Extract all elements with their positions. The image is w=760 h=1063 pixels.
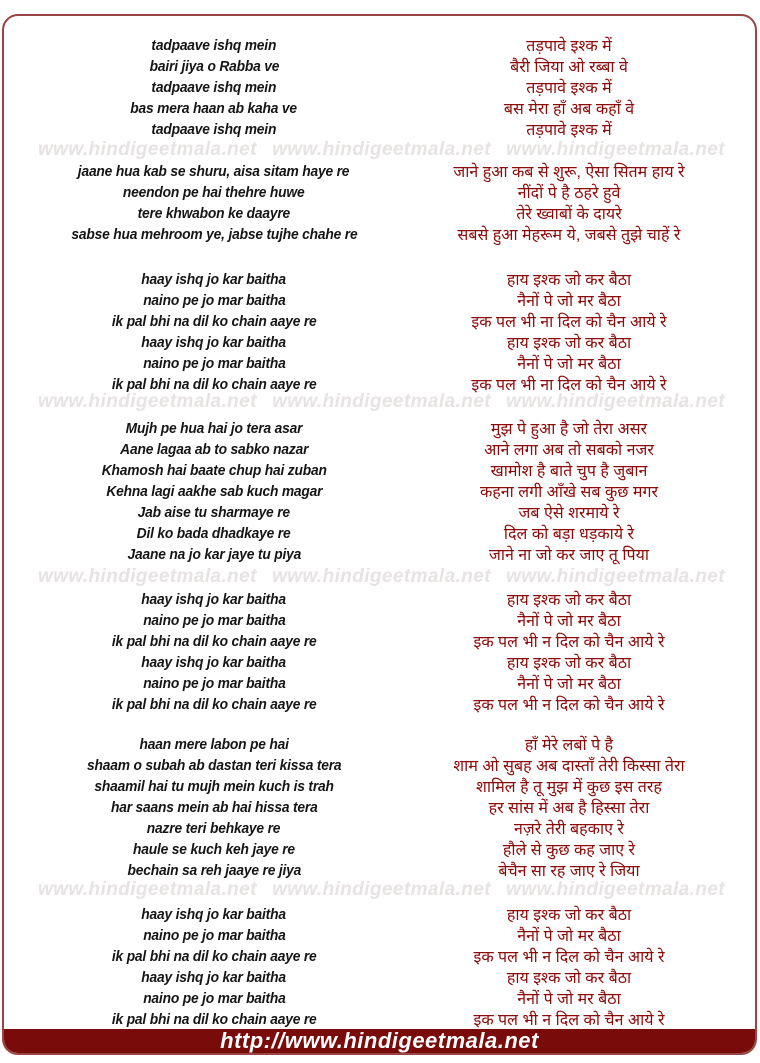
lyric-line-row xyxy=(4,796,755,817)
watermark-text: www.hindigeetmala.net xyxy=(272,878,491,900)
watermark-text: www.hindigeetmala.net xyxy=(38,878,257,900)
lyric-line-hindi: इक पल भी ना दिल को चैन आये रे xyxy=(471,314,667,331)
lyric-line-row xyxy=(4,181,755,202)
lyric-line-roman xyxy=(4,862,424,879)
lyric-line-hindi: जब ऐसे शरमाये रे xyxy=(518,505,620,522)
watermark-row xyxy=(4,139,755,160)
lyric-line-roman-text: bairi jiya o Rabba ve xyxy=(149,57,279,75)
lyric-line-roman xyxy=(4,226,424,243)
lyric-line-row xyxy=(4,651,755,672)
lyric-line-row xyxy=(4,55,755,76)
lyric-line-row xyxy=(4,924,755,945)
lyric-line-roman xyxy=(4,163,424,180)
lyric-line-hindi: दिल को बड़ा धड़काये रे xyxy=(503,526,635,543)
lyric-line-row xyxy=(4,202,755,223)
lyric-line-row xyxy=(4,588,755,609)
lyric-line-hindi: हर सांस में अब है हिस्सा तेरा xyxy=(488,800,650,817)
lyric-line-roman-text: neendon pe hai thehre huwe xyxy=(123,183,305,201)
lyric-line-hindi: तड़पावे इश्क में xyxy=(526,80,612,97)
lyric-line-roman xyxy=(4,58,424,75)
lyric-line-roman-text: haan mere labon pe hai xyxy=(139,735,289,753)
lyric-line-roman-text: shaamil hai tu mujh mein kuch is trah xyxy=(94,777,334,795)
lyric-line-roman-text: haay ishq jo kar baitha xyxy=(141,270,287,288)
lyric-line-roman-text: naino pe jo mar baitha xyxy=(142,291,286,309)
watermark-row xyxy=(4,879,755,900)
lyric-line-row xyxy=(4,775,755,796)
lyric-line-roman-text: Dil ko bada dhadkaye re xyxy=(137,524,291,542)
footer-url[interactable]: http://www.hindigeetmala.net xyxy=(220,1028,539,1053)
watermark-text: www.hindigeetmala.net xyxy=(272,138,491,160)
watermark-text: www.hindigeetmala.net xyxy=(506,878,725,900)
lyric-line-roman xyxy=(4,675,424,692)
lyric-line-row xyxy=(4,672,755,693)
lyric-line-row xyxy=(4,859,755,880)
footer-bar xyxy=(4,1029,755,1053)
lyric-line-roman xyxy=(4,990,424,1007)
lyric-line-row xyxy=(4,118,755,139)
lyric-line-roman xyxy=(4,1011,424,1028)
stanza-1 xyxy=(4,34,755,139)
lyric-line-roman-text: ik pal bhi na dil ko chain aaye re xyxy=(111,695,317,713)
lyric-line-roman-text: Kehna lagi aakhe sab kuch magar xyxy=(106,482,322,500)
stanza-5 xyxy=(4,588,755,714)
lyric-line-row xyxy=(4,630,755,651)
lyric-line-row xyxy=(4,754,755,775)
lyric-line-roman-text: haay ishq jo kar baitha xyxy=(141,653,287,671)
lyric-line-hindi: हाय इश्क जो कर बैठा xyxy=(506,272,632,289)
lyric-line-roman-text: nazre teri behkaye re xyxy=(147,819,281,837)
lyric-line-row xyxy=(4,459,755,480)
lyric-line-hindi: जाने ना जो कर जाए तू पिया xyxy=(488,547,650,564)
lyric-line-roman xyxy=(4,79,424,96)
lyric-line-hindi: नैनों पे जो मर बैठा xyxy=(517,293,621,310)
watermark-text: www.hindigeetmala.net xyxy=(272,565,491,587)
lyric-line-roman xyxy=(4,633,424,650)
lyric-line-roman xyxy=(4,906,424,923)
lyric-line-roman-text: Jaane na jo kar jaye tu piya xyxy=(127,545,301,563)
lyric-line-row xyxy=(4,160,755,181)
lyric-line-row xyxy=(4,501,755,522)
lyric-line-row xyxy=(4,268,755,289)
lyric-line-roman-text: tadpaave ishq mein xyxy=(151,78,277,96)
watermark-text: www.hindigeetmala.net xyxy=(506,390,725,412)
lyric-line-row xyxy=(4,331,755,352)
lyric-line-hindi: नैनों पे जो मर बैठा xyxy=(517,356,621,373)
lyric-line-hindi: नींदों पे है ठहरे हुवे xyxy=(517,185,621,202)
lyric-line-row xyxy=(4,417,755,438)
lyric-line-row xyxy=(4,987,755,1008)
lyric-line-hindi: शामिल है तू मुझ में कुछ इस तरह xyxy=(476,779,662,796)
lyric-line-hindi: हाय इश्क जो कर बैठा xyxy=(506,655,632,672)
lyric-line-roman-text: tere khwabon ke daayre xyxy=(137,204,291,222)
lyric-line-roman-text: haay ishq jo kar baitha xyxy=(141,968,287,986)
lyric-line-roman xyxy=(4,696,424,713)
lyric-line-hindi: हाय इश्क जो कर बैठा xyxy=(506,335,632,352)
lyric-line-roman-text: bechain sa reh jaaye re jiya xyxy=(127,861,301,879)
lyric-line-roman xyxy=(4,820,424,837)
lyric-line-hindi: शाम ओ सुबह अब दास्ताँ तेरी किस्सा तेरा xyxy=(453,758,685,775)
lyric-line-hindi: तड़पावे इश्क में xyxy=(526,122,612,139)
lyric-line-hindi: आने लगा अब तो सबको नजर xyxy=(484,442,654,459)
lyric-line-hindi: नैनों पे जो मर बैठा xyxy=(517,676,621,693)
lyric-line-hindi: बस मेरा हाँ अब कहाँ वे xyxy=(503,101,635,118)
lyric-line-roman xyxy=(4,441,424,458)
lyric-line-row xyxy=(4,903,755,924)
lyric-line-roman-text: ik pal bhi na dil ko chain aaye re xyxy=(111,632,317,650)
lyric-line-row xyxy=(4,480,755,501)
lyric-line-hindi: नैनों पे जो मर बैठा xyxy=(517,928,621,945)
lyric-line-row xyxy=(4,438,755,459)
watermark-row xyxy=(4,391,755,412)
stanza-4 xyxy=(4,417,755,564)
lyric-line-roman-text: naino pe jo mar baitha xyxy=(142,674,286,692)
lyric-line-roman xyxy=(4,546,424,563)
watermark-text: www.hindigeetmala.net xyxy=(38,390,257,412)
lyric-line-roman xyxy=(4,757,424,774)
watermark-text: www.hindigeetmala.net xyxy=(38,565,257,587)
lyric-line-roman-text: ik pal bhi na dil ko chain aaye re xyxy=(111,375,317,393)
lyric-line-roman xyxy=(4,778,424,795)
lyric-line-roman xyxy=(4,591,424,608)
lyric-line-hindi: इक पल भी न दिल को चैन आये रे xyxy=(473,634,665,651)
lyric-line-roman-text: sabse hua mehroom ye, jabse tujhe chahe re xyxy=(70,225,358,243)
lyric-line-row xyxy=(4,733,755,754)
watermark-text: www.hindigeetmala.net xyxy=(506,138,725,160)
lyric-line-row xyxy=(4,34,755,55)
lyric-line-roman-text: haay ishq jo kar baitha xyxy=(141,590,287,608)
lyric-line-hindi: तेरे ख्वाबों के दायरे xyxy=(516,206,622,223)
lyric-line-roman xyxy=(4,313,424,330)
lyric-line-hindi: तड़पावे इश्क में xyxy=(526,38,612,55)
lyric-line-row xyxy=(4,1008,755,1029)
lyric-line-hindi: सबसे हुआ मेहरूम ये, जबसे तुझे चाहें रे xyxy=(457,227,681,244)
lyric-line-roman xyxy=(4,292,424,309)
lyric-line-roman xyxy=(4,355,424,372)
stanza-7 xyxy=(4,903,755,1029)
lyric-line-roman-text: naino pe jo mar baitha xyxy=(142,354,286,372)
lyric-line-roman xyxy=(4,271,424,288)
lyric-line-roman-text: naino pe jo mar baitha xyxy=(142,989,286,1007)
lyric-line-hindi: हाय इश्क जो कर बैठा xyxy=(506,970,632,987)
lyric-line-roman-text: jaane hua kab se shuru, aisa sitam haye re xyxy=(78,162,350,180)
lyric-line-roman xyxy=(4,37,424,54)
lyric-line-roman xyxy=(4,525,424,542)
stanza-2 xyxy=(4,160,755,244)
lyric-line-roman-text: haay ishq jo kar baitha xyxy=(141,333,287,351)
lyric-line-roman-text: ik pal bhi na dil ko chain aaye re xyxy=(111,947,317,965)
lyric-line-row xyxy=(4,838,755,859)
lyric-line-roman xyxy=(4,184,424,201)
lyric-line-roman xyxy=(4,420,424,437)
lyric-line-row xyxy=(4,609,755,630)
lyric-line-roman-text: bas mera haan ab kaha ve xyxy=(130,99,298,117)
watermark-text: www.hindigeetmala.net xyxy=(272,390,491,412)
lyric-line-roman-text: tadpaave ishq mein xyxy=(151,36,277,54)
lyric-line-roman-text: shaam o subah ab dastan teri kissa tera xyxy=(86,756,342,774)
lyric-line-roman xyxy=(4,736,424,753)
lyric-line-roman xyxy=(4,334,424,351)
lyric-line-roman-text: Khamosh hai baate chup hai zuban xyxy=(101,461,327,479)
lyric-line-hindi: जाने हुआ कब से शुरू, ऐसा सितम हाय रे xyxy=(453,164,685,181)
watermark-row xyxy=(4,566,755,587)
lyric-line-roman xyxy=(4,969,424,986)
lyric-line-hindi: इक पल भी न दिल को चैन आये रे xyxy=(473,697,665,714)
lyric-line-roman xyxy=(4,927,424,944)
lyric-line-roman xyxy=(4,612,424,629)
lyric-line-hindi: नज़रे तेरी बहकाए रे xyxy=(514,821,624,838)
lyric-line-row xyxy=(4,966,755,987)
lyric-line-roman-text: tadpaave ishq mein xyxy=(151,120,277,138)
lyric-line-row xyxy=(4,310,755,331)
watermark-text: www.hindigeetmala.net xyxy=(38,138,257,160)
lyric-line-roman xyxy=(4,462,424,479)
lyric-line-roman xyxy=(4,483,424,500)
lyric-line-hindi: नैनों पे जो मर बैठा xyxy=(517,613,621,630)
lyric-line-row xyxy=(4,817,755,838)
watermark-text: www.hindigeetmala.net xyxy=(506,565,725,587)
lyric-line-roman-text: Mujh pe hua hai jo tera asar xyxy=(125,419,303,437)
lyric-line-hindi: बेचैन सा रह जाए रे जिया xyxy=(498,863,640,880)
lyric-line-hindi: हाय इश्क जो कर बैठा xyxy=(506,907,632,924)
lyric-line-row xyxy=(4,543,755,564)
lyric-line-roman xyxy=(4,205,424,222)
lyric-line-hindi: कहना लगी आँखे सब कुछ मगर xyxy=(479,484,659,501)
lyric-line-roman-text: Aane lagaa ab to sabko nazar xyxy=(119,440,309,458)
stanza-6 xyxy=(4,733,755,880)
lyric-line-roman xyxy=(4,799,424,816)
lyric-line-hindi: इक पल भी न दिल को चैन आये रे xyxy=(473,1012,665,1029)
lyric-line-roman xyxy=(4,654,424,671)
lyric-line-roman-text: haay ishq jo kar baitha xyxy=(141,905,287,923)
lyric-line-roman xyxy=(4,948,424,965)
lyric-line-row xyxy=(4,352,755,373)
lyric-line-row xyxy=(4,97,755,118)
lyric-line-row xyxy=(4,76,755,97)
lyrics-content xyxy=(4,16,755,1029)
lyric-line-roman-text: ik pal bhi na dil ko chain aaye re xyxy=(111,312,317,330)
lyric-line-hindi: इक पल भी ना दिल को चैन आये रे xyxy=(471,377,667,394)
lyric-line-roman xyxy=(4,121,424,138)
lyric-line-row xyxy=(4,522,755,543)
lyric-line-hindi: नैनों पे जो मर बैठा xyxy=(517,991,621,1008)
lyric-line-roman xyxy=(4,841,424,858)
lyrics-page-frame xyxy=(2,14,757,1055)
lyric-line-roman-text: Jab aise tu sharmaye re xyxy=(137,503,291,521)
lyric-line-row xyxy=(4,289,755,310)
lyric-line-row xyxy=(4,223,755,244)
lyric-line-roman xyxy=(4,504,424,521)
lyric-line-roman-text: har saans mein ab hai hissa tera xyxy=(110,798,318,816)
lyric-line-hindi: इक पल भी न दिल को चैन आये रे xyxy=(473,949,665,966)
lyric-line-hindi: हाँ मेरे लबों पे है xyxy=(524,737,614,754)
lyric-line-roman-text: naino pe jo mar baitha xyxy=(142,926,286,944)
lyric-line-row xyxy=(4,945,755,966)
lyric-line-hindi: हौले से कुछ कह जाए रे xyxy=(502,842,636,859)
lyric-line-hindi: बैरी जिया ओ रब्बा वे xyxy=(510,59,628,76)
lyric-line-roman-text: naino pe jo mar baitha xyxy=(142,611,286,629)
lyric-line-roman-text: haule se kuch keh jaye re xyxy=(133,840,295,858)
lyric-line-roman-text: ik pal bhi na dil ko chain aaye re xyxy=(111,1010,317,1028)
lyric-line-hindi: खामोश है बाते चुप है जुबान xyxy=(490,463,648,480)
lyric-line-roman xyxy=(4,100,424,117)
lyric-line-hindi: हाय इश्क जो कर बैठा xyxy=(506,592,632,609)
lyric-line-row xyxy=(4,693,755,714)
stanza-3 xyxy=(4,268,755,394)
lyric-line-hindi: मुझ पे हुआ है जो तेरा असर xyxy=(490,421,648,438)
